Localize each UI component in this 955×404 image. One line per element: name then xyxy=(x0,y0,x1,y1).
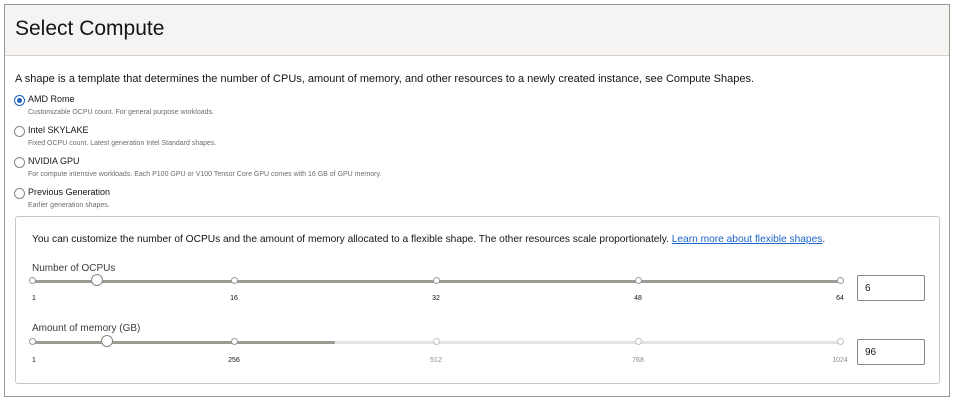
memory-tick-mark xyxy=(635,338,642,345)
radio-previous-generation[interactable] xyxy=(14,188,25,199)
flexible-shape-info xyxy=(32,234,825,245)
learn-more-flexible-shapes-link[interactable]: Learn more about flexible shapes xyxy=(671,234,823,245)
shape-description xyxy=(15,73,754,85)
ocpu-tick-label: 48 xyxy=(634,295,642,302)
shape-option-label: NVIDIA GPU xyxy=(28,156,80,166)
shape-option-label: AMD Rome xyxy=(28,94,75,104)
memory-gb-input[interactable] xyxy=(857,339,925,365)
ocpu-tick-label: 32 xyxy=(432,295,440,302)
memory-slider-fill xyxy=(32,341,335,344)
memory-slider-thumb[interactable] xyxy=(101,335,113,347)
radio-nvidia-gpu[interactable] xyxy=(14,157,25,168)
flexible-shape-info-tail: . xyxy=(822,234,826,245)
radio-intel-skylake[interactable] xyxy=(14,126,25,137)
memory-tick-mark xyxy=(433,338,440,345)
shape-option-hint: Earlier generation shapes. xyxy=(28,202,110,209)
flexible-shape-info-text: You can customize the number of OCPUs and the amount of memory allocated to a flexible shape. The other resources scale proportionately. xyxy=(32,234,672,245)
panel-header xyxy=(5,5,949,56)
ocpu-tick-mark xyxy=(837,277,844,284)
ocpu-tick-mark xyxy=(433,277,440,284)
ocpu-tick-mark xyxy=(29,277,36,284)
page-title: Select Compute xyxy=(15,17,165,40)
flexible-shape-panel xyxy=(15,216,940,384)
select-compute-panel xyxy=(4,4,950,397)
memory-tick-label: 512 xyxy=(430,357,442,364)
ocpu-tick-label: 64 xyxy=(836,295,844,302)
ocpu-slider-label: Number of OCPUs xyxy=(32,263,116,274)
memory-tick-label: 1 xyxy=(32,357,36,364)
memory-slider-track[interactable] xyxy=(32,341,840,344)
shape-option-hint: For compute intensive workloads. Each P100 GPU or V100 Tensor Core GPU comes with 16 GB of GPU memory. xyxy=(28,171,382,178)
ocpu-slider-track[interactable] xyxy=(32,280,840,283)
memory-tick-label: 768 xyxy=(632,357,644,364)
shape-option-label: Previous Generation xyxy=(28,187,111,197)
memory-tick-mark xyxy=(837,338,844,345)
ocpu-tick-label: 1 xyxy=(32,295,36,302)
shape-option-hint: Customizable OCPU count. For general purpose workloads. xyxy=(28,109,214,116)
memory-slider-label: Amount of memory (GB) xyxy=(32,323,141,334)
ocpu-slider-thumb[interactable] xyxy=(91,274,103,286)
ocpu-count-input[interactable] xyxy=(857,275,925,301)
shape-description-text: A shape is a template that determines the number of CPUs, amount of memory, and other resources to a newly created instance, see Compute Shapes. xyxy=(15,73,755,85)
ocpu-tick-label: 16 xyxy=(230,295,238,302)
memory-tick-label: 1024 xyxy=(832,357,848,364)
memory-tick-mark xyxy=(231,338,238,345)
shape-option-label: Intel SKYLAKE xyxy=(28,125,89,135)
ocpu-tick-mark xyxy=(231,277,238,284)
radio-amd-rome[interactable] xyxy=(14,95,25,106)
shape-option-hint: Fixed OCPU count. Latest generation Intel Standard shapes. xyxy=(28,140,217,147)
memory-tick-label: 256 xyxy=(228,357,240,364)
memory-tick-mark xyxy=(29,338,36,345)
ocpu-tick-mark xyxy=(635,277,642,284)
